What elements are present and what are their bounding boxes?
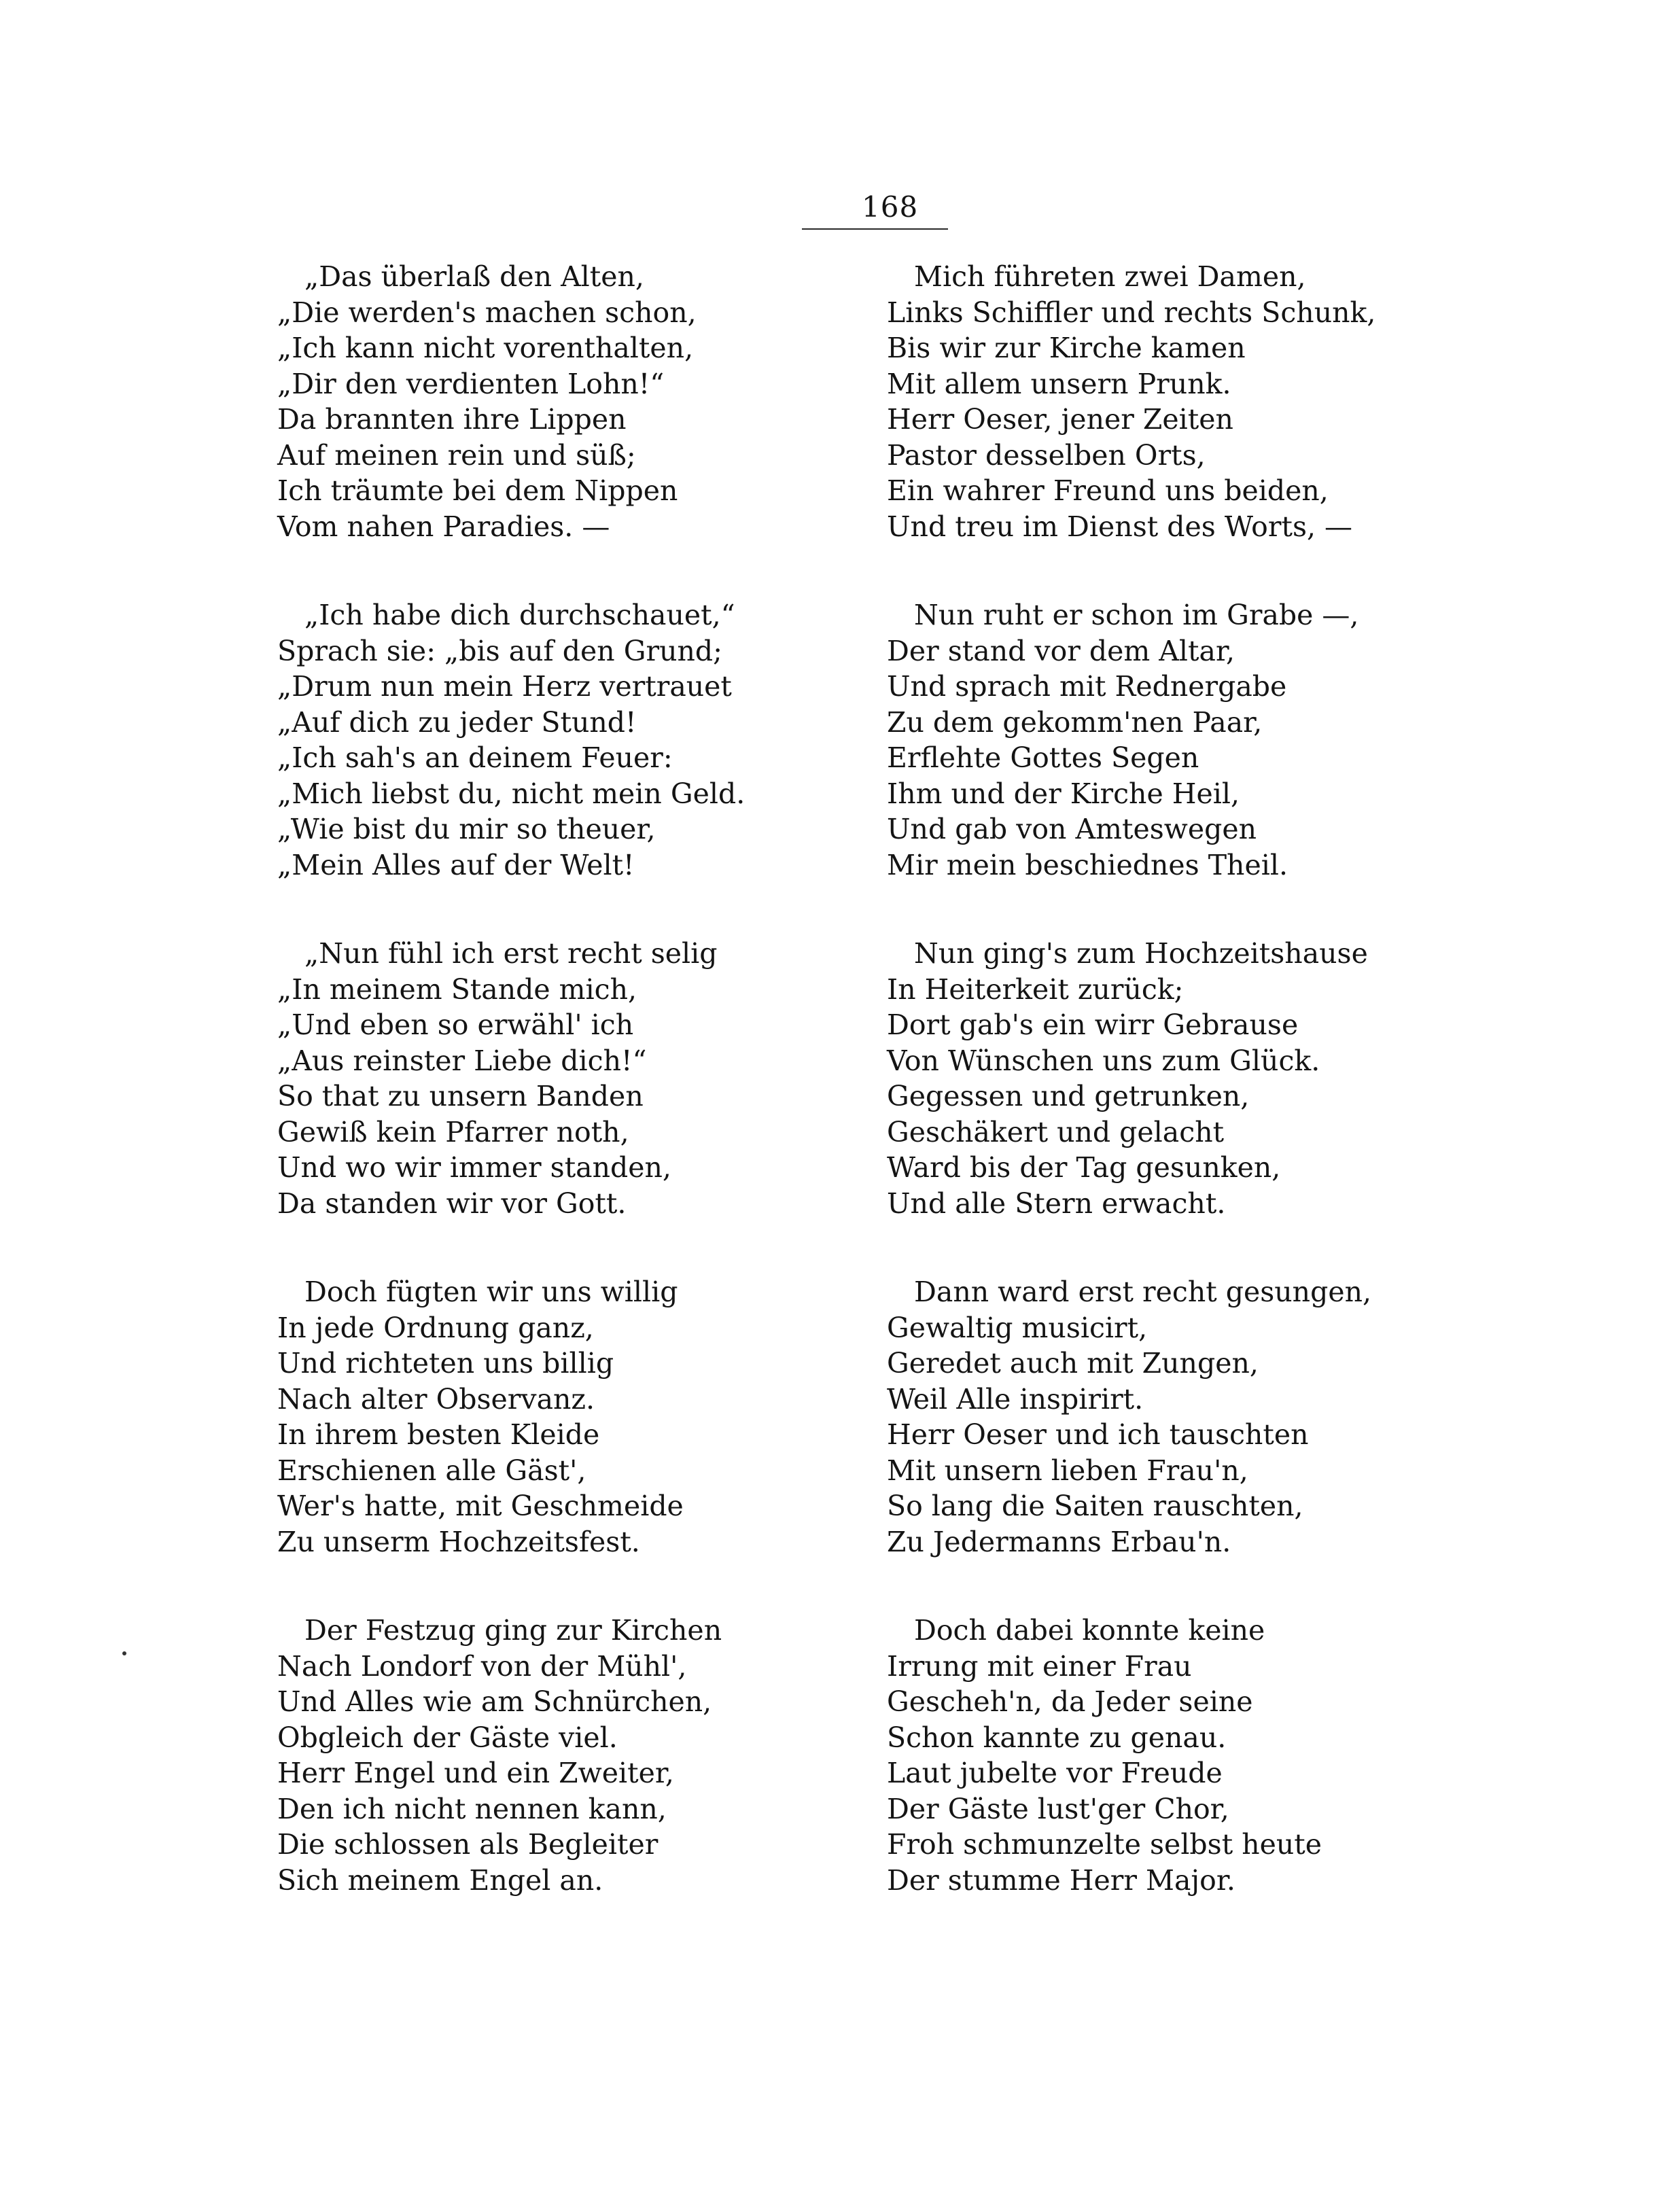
verse-line: Schon kannte zu genau.	[887, 1721, 1227, 1754]
verse-line: Ward bis der Tag gesunken,	[887, 1151, 1281, 1184]
verse-line: Nach alter Observanz.	[277, 1382, 595, 1416]
verse-line: „Drum nun mein Herz vertrauet	[277, 670, 732, 703]
right-column	[887, 259, 1498, 1951]
verse-line: So lang die Saiten rauschten,	[887, 1490, 1303, 1522]
verse-line: Irrung mit einer Frau	[887, 1649, 1192, 1683]
verse-line: „Mich liebst du, nicht mein Geld.	[277, 777, 745, 810]
verse-line: Und Alles wie am Schnürchen,	[277, 1685, 712, 1718]
stanza	[887, 259, 1498, 597]
stanza	[277, 259, 889, 597]
header-rule	[802, 228, 948, 230]
verse-line: Von Wünschen uns zum Glück.	[887, 1044, 1320, 1077]
verse-line: Mit unsern lieben Frau'n,	[887, 1454, 1248, 1487]
verse-line: „In meinem Stande mich,	[277, 972, 637, 1006]
verse-line: Den ich nicht nennen kann,	[277, 1792, 667, 1825]
verse-line: Da standen wir vor Gott.	[277, 1187, 627, 1220]
stanza-first-line: Nun ruht er schon im Grabe —,	[914, 599, 1359, 631]
stanza	[887, 597, 1498, 936]
verse-line: Zu Jedermanns Erbau'n.	[887, 1525, 1231, 1558]
stanza	[887, 1613, 1498, 1951]
verse-line: Die schlossen als Begleiter	[277, 1828, 659, 1861]
verse-line: Zu unserm Hochzeitsfest.	[277, 1525, 640, 1558]
stanza	[277, 1613, 889, 1951]
verse-line: Und wo wir immer standen,	[277, 1151, 671, 1184]
verse-line: Weil Alle inspirirt.	[887, 1382, 1144, 1416]
verse-line: Obgleich der Gäste viel.	[277, 1721, 618, 1754]
verse-line: Nach Londorf von der Mühl',	[277, 1649, 687, 1683]
verse-line: „Aus reinster Liebe dich!“	[277, 1044, 647, 1077]
verse-line: „Auf dich zu jeder Stund!	[277, 705, 637, 739]
verse-line: Sprach sie: „bis auf den Grund;	[277, 634, 722, 667]
stanza	[887, 936, 1498, 1274]
verse-line: Sich meinem Engel an.	[277, 1863, 603, 1897]
verse-line: Erflehte Gottes Segen	[887, 741, 1199, 774]
verse-line: In jede Ordnung ganz,	[277, 1311, 594, 1344]
verse-line: Vom nahen Paradies. —	[277, 510, 610, 543]
verse-line: So that zu unsern Banden	[277, 1080, 644, 1112]
verse-line: „Ich kann nicht vorenthalten,	[277, 332, 694, 364]
verse-line: Herr Oeser und ich tauschten	[887, 1418, 1309, 1451]
stanza-first-line: „Nun fühl ich erst recht selig	[304, 937, 718, 970]
print-speck	[122, 1651, 126, 1655]
verse-line: Gewaltig musicirt,	[887, 1311, 1148, 1344]
verse-line: Laut jubelte vor Freude	[887, 1757, 1223, 1789]
verse-line: „Dir den verdienten Lohn!“	[277, 367, 665, 400]
stanza-first-line: Dann ward erst recht gesungen,	[914, 1276, 1372, 1308]
left-column	[277, 259, 889, 1951]
verse-line: Der stumme Herr Major.	[887, 1863, 1235, 1897]
verse-line: Und sprach mit Rednergabe	[887, 670, 1287, 703]
verse-line: Geschäkert und gelacht	[887, 1115, 1225, 1148]
verse-line: Auf meinen rein und süß;	[277, 438, 636, 472]
verse-line: „Wie bist du mir so theuer,	[277, 813, 656, 845]
verse-line: Da brannten ihre Lippen	[277, 403, 627, 436]
verse-line: Mir mein beschiednes Theil.	[887, 848, 1288, 881]
verse-line: Gescheh'n, da Jeder seine	[887, 1685, 1253, 1718]
stanza	[277, 597, 889, 936]
verse-line: Ein wahrer Freund uns beiden,	[887, 474, 1329, 507]
stanza-first-line: Mich führeten zwei Damen,	[914, 260, 1306, 293]
verse-line: Herr Oeser, jener Zeiten	[887, 403, 1233, 436]
verse-line: Froh schmunzelte selbst heute	[887, 1828, 1322, 1861]
verse-line: „Die werden's machen schon,	[277, 296, 697, 329]
verse-line: In ihrem besten Kleide	[277, 1418, 600, 1451]
stanza	[887, 1274, 1498, 1613]
verse-line: Herr Engel und ein Zweiter,	[277, 1757, 674, 1789]
stanza-first-line: „Ich habe dich durchschauet,“	[304, 599, 735, 631]
stanza-first-line: Doch fügten wir uns willig	[304, 1276, 678, 1308]
verse-line: Und richteten uns billig	[277, 1347, 614, 1380]
verse-line: „Mein Alles auf der Welt!	[277, 848, 635, 881]
verse-line: Und treu im Dienst des Worts, —	[887, 510, 1353, 543]
page-number: 168	[862, 190, 919, 224]
stanza-first-line: Nun ging's zum Hochzeitshause	[914, 937, 1368, 970]
verse-line: Erschienen alle Gäst',	[277, 1454, 586, 1487]
verse-line: Ich träumte bei dem Nippen	[277, 474, 678, 507]
verse-line: Mit allem unsern Prunk.	[887, 367, 1231, 400]
verse-line: Gegessen und getrunken,	[887, 1080, 1250, 1112]
stanza-first-line: „Das überlaß den Alten,	[304, 260, 644, 293]
verse-line: In Heiterkeit zurück;	[887, 972, 1184, 1006]
verse-line: Zu dem gekomm'nen Paar,	[887, 705, 1263, 739]
verse-line: Links Schiffler und rechts Schunk,	[887, 296, 1376, 329]
verse-line: Dort gab's ein wirr Gebrause	[887, 1008, 1299, 1041]
verse-line: Pastor desselben Orts,	[887, 438, 1206, 472]
stanza-first-line: Doch dabei konnte keine	[914, 1614, 1265, 1647]
verse-line: Der stand vor dem Altar,	[887, 634, 1235, 667]
verse-line: Bis wir zur Kirche kamen	[887, 332, 1246, 364]
verse-line: Der Gäste lust'ger Chor,	[887, 1792, 1229, 1825]
verse-line: Und alle Stern erwacht.	[887, 1187, 1226, 1220]
verse-line: „Und eben so erwähl' ich	[277, 1008, 634, 1041]
verse-line: Und gab von Amteswegen	[887, 813, 1257, 845]
verse-line: Ihm und der Kirche Heil,	[887, 777, 1240, 810]
stanza	[277, 936, 889, 1274]
verse-line: Wer's hatte, mit Geschmeide	[277, 1490, 684, 1522]
verse-line: Gewiß kein Pfarrer noth,	[277, 1115, 629, 1148]
verse-line: Geredet auch mit Zungen,	[887, 1347, 1259, 1380]
verse-line: „Ich sah's an deinem Feuer:	[277, 741, 673, 774]
stanza	[277, 1274, 889, 1613]
stanza-first-line: Der Festzug ging zur Kirchen	[304, 1614, 722, 1647]
